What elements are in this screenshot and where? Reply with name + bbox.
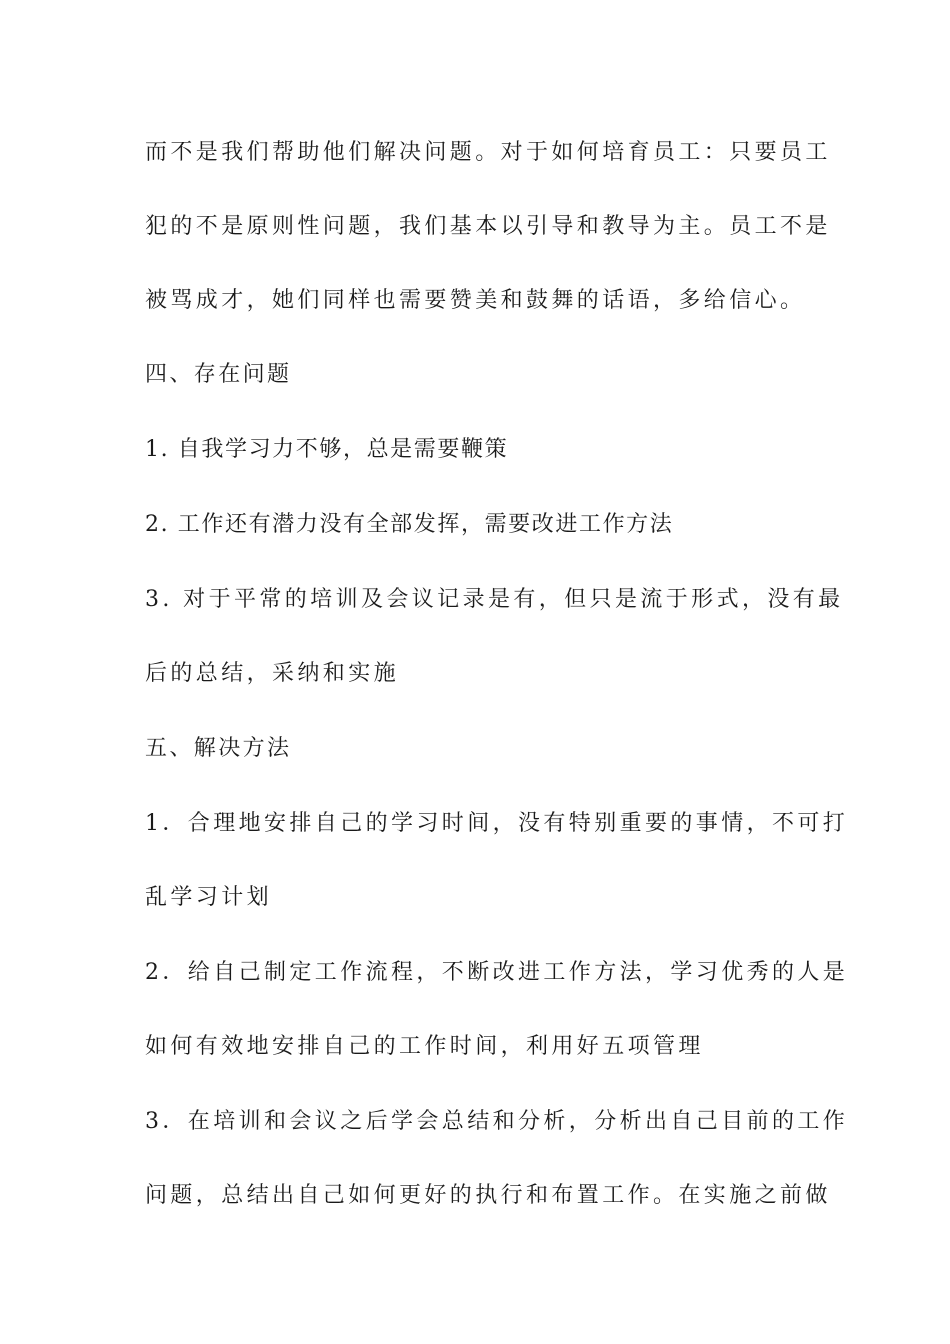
list-item: 1. 自我学习力不够，总是需要鞭策 [145,437,509,462]
paragraph-line: 犯的不是原则性问题，我们基本以引导和教导为主。员工不是 [145,214,831,239]
list-item: 3．在培训和会议之后学会总结和分析，分析出自己目前的工作 [145,1109,849,1134]
list-item: 1．合理地安排自己的学习时间，没有特别重要的事情，不可打 [145,811,849,836]
section-heading-solutions: 五、解决方法 [145,736,292,761]
list-item-continuation: 问题，总结出自己如何更好的执行和布置工作。在实施之前做 [145,1183,831,1208]
section-heading-problems: 四、存在问题 [145,362,292,387]
list-item-continuation: 如何有效地安排自己的工作时间，利用好五项管理 [145,1034,704,1059]
list-item-continuation: 后的总结，采纳和实施 [145,661,400,686]
list-item-continuation: 乱学习计划 [145,885,273,910]
paragraph-line: 而不是我们帮助他们解决问题。对于如何培育员工：只要员工 [145,140,831,165]
list-item: 2. 工作还有潜力没有全部发挥，需要改进工作方法 [145,512,674,537]
list-item: 3. 对于平常的培训及会议记录是有，但只是流于形式，没有最 [145,587,844,612]
list-item: 2．给自己制定工作流程，不断改进工作方法，学习优秀的人是 [145,960,849,985]
paragraph-line: 被骂成才，她们同样也需要赞美和鼓舞的话语，多给信心。 [145,288,806,313]
